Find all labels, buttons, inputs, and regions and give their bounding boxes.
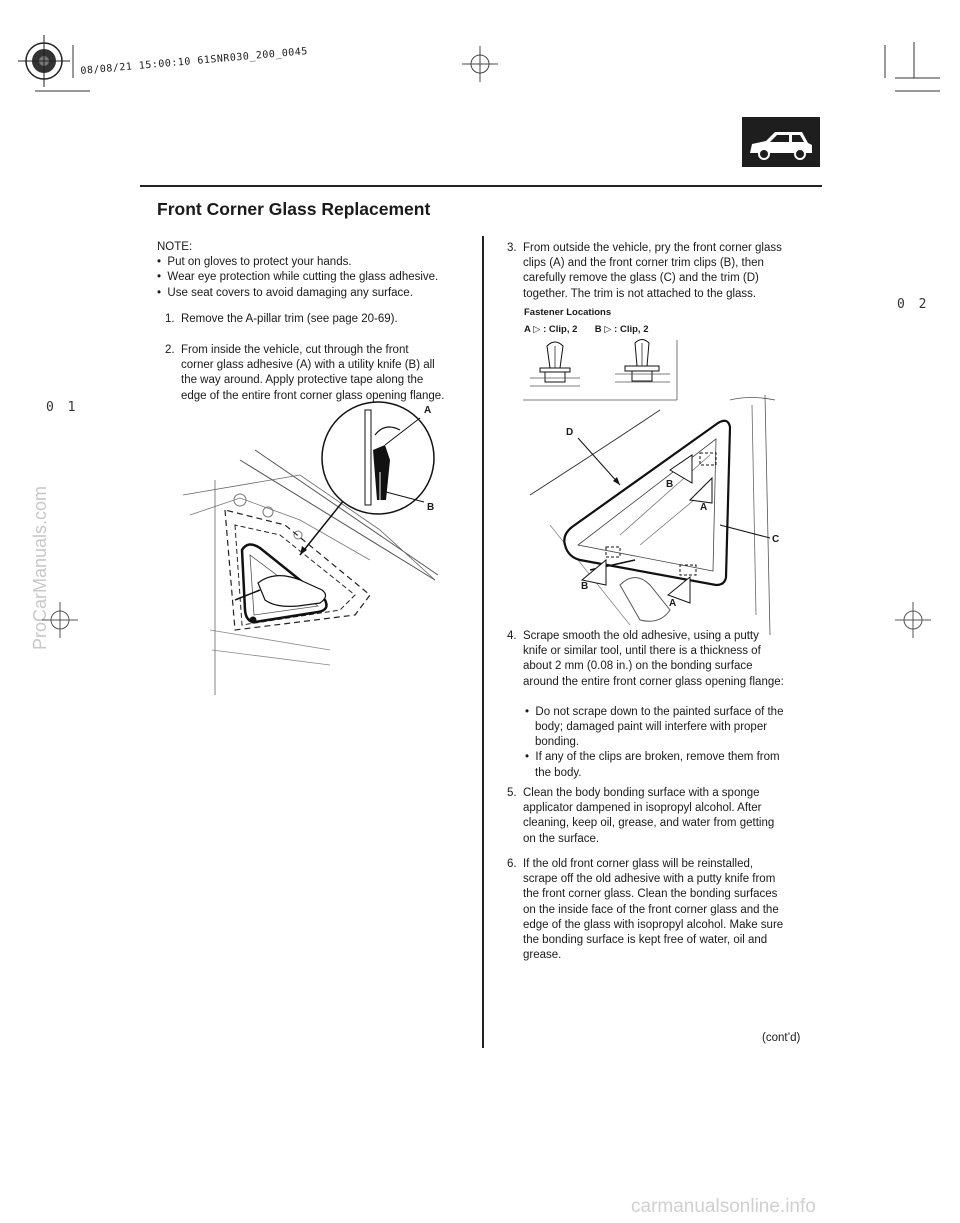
margin-mark-right: 0 2: [897, 297, 930, 312]
fastener-legend: A ▷ : Clip, 2 B ▷ : Clip, 2: [524, 324, 649, 335]
print-stamp: 08/08/21 15:00:10 61SNR030_200_0045: [80, 46, 309, 77]
note-bullet: • Use seat covers to avoid damaging any surface.: [157, 286, 413, 299]
registration-marks: [0, 0, 960, 110]
note-heading: NOTE:: [157, 241, 193, 253]
fig1-label-a: A: [424, 405, 432, 416]
fig2-label-a-upper: A: [700, 502, 708, 513]
fig2-label-a-lower: A: [669, 598, 677, 609]
fig1-label-b: B: [427, 502, 435, 513]
triangle-icon: ▷: [533, 324, 541, 335]
step-4-bullet: • If any of the clips are broken, remove them from the body.: [525, 751, 780, 779]
note-bullet: • Wear eye protection while cutting the glass adhesive.: [157, 271, 439, 284]
page-title: Front Corner Glass Replacement: [157, 199, 431, 219]
note-bullet: • Put on gloves to protect your hands.: [157, 256, 352, 269]
clip-illustrations: [520, 338, 680, 402]
step-6: 6. If the old front corner glass will be reinstalled, scrape off the old adhesive with a putty knife from the front corner glass. Clean the bonding surfaces on the inside face of the front corner glass and the edge of the glass with isopropyl alcohol. Make sure the bonding surface is kept free of water, oil and grease.: [507, 858, 784, 962]
header-rule: [140, 185, 822, 187]
step-4-bullet: • Do not scrape down to the painted surface of the body; damaged paint will interfere with proper bonding.: [525, 705, 784, 749]
side-watermark: ProCarManuals.com: [30, 485, 50, 650]
step-4: 4. Scrape smooth the old adhesive, using a putty knife or similar tool, until there is a thickness of about 2 mm (0.08 in.) on the bonding surface around the entire front corner glass opening flange: • Do not scrape down to the painted surface of the body; damaged paint will interfere with proper bonding. • If any of the clips are broken, remove them from the body.: [507, 629, 817, 781]
step-2: 2. From inside the vehicle, cut through the front corner glass adhesive (A) with a utility knife (B) all the way around. Apply protective tape along the edge of the entire front corner glass opening flange.: [165, 344, 445, 402]
fig2-label-d: D: [566, 427, 574, 438]
continued-note: (cont’d): [762, 1032, 801, 1044]
body-section-icon: [742, 117, 820, 167]
step-5: 5. Clean the body bonding surface with a sponge applicator dampened in isopropyl alcohol. After cleaning, keep oil, grease, and water from getting on the surface.: [507, 787, 775, 845]
step-3: 3. From outside the vehicle, pry the front corner glass clips (A) and the front corner trim clips (B), then carefully remove the glass (C) and the trim (D) together. The trim is not attached to the glass.: [507, 242, 782, 300]
side-crop-marks: [0, 595, 960, 655]
margin-mark-left: 0 1: [46, 400, 79, 415]
fig2-label-b-upper: B: [666, 479, 674, 490]
adhesive-cut-illustration: [180, 400, 480, 700]
note-block: [157, 240, 477, 301]
footer-watermark: carmanualsonline.info: [631, 1196, 816, 1217]
triangle-icon: ▷: [604, 324, 612, 335]
car-icon: [742, 117, 820, 167]
fig2-label-c: C: [772, 534, 780, 545]
fig2-label-b-lower: B: [581, 581, 589, 592]
fastener-title: Fastener Locations: [524, 307, 612, 318]
step-1: 1. Remove the A-pillar trim (see page 20-69).: [165, 313, 398, 325]
